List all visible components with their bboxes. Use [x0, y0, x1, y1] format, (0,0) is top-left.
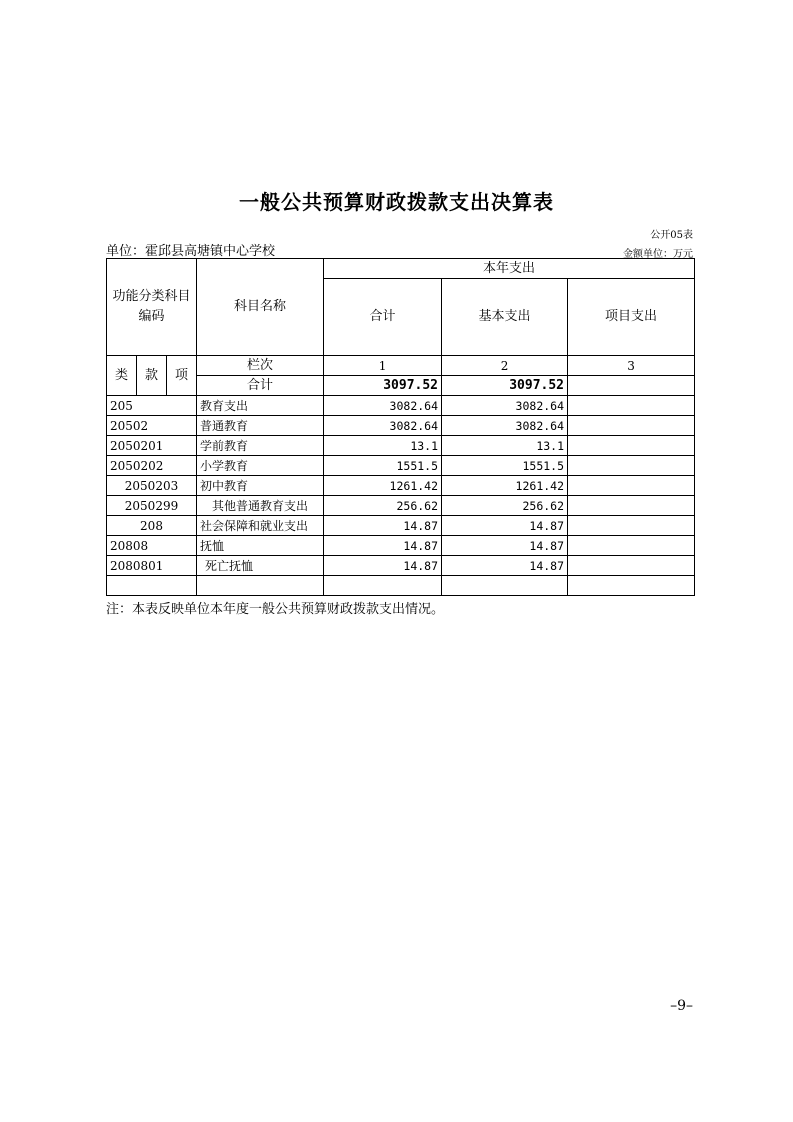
- expenditure-table: [106, 258, 695, 596]
- header-column-no: 栏次: [197, 356, 324, 376]
- row-basic: 3082.64: [442, 396, 568, 416]
- header-current-year: 本年支出: [324, 259, 695, 279]
- row-code: 2050201: [107, 436, 197, 456]
- empty-cell: [197, 576, 324, 596]
- row-project: [568, 516, 695, 536]
- page-number: –9–: [670, 998, 693, 1014]
- table-row: [107, 436, 695, 456]
- row-basic: 1551.5: [442, 456, 568, 476]
- row-code: 20502: [107, 416, 197, 436]
- row-basic: 3082.64: [442, 416, 568, 436]
- header-total: 合计: [324, 279, 442, 356]
- empty-cell: [568, 576, 695, 596]
- sum-project: [568, 376, 695, 396]
- header-col3: 3: [568, 356, 695, 376]
- row-code: 2080801: [107, 556, 197, 576]
- table-row: [107, 536, 695, 556]
- header-col1: 1: [324, 356, 442, 376]
- sum-label: 合计: [197, 376, 324, 396]
- row-name: 学前教育: [197, 436, 324, 456]
- empty-cell: [107, 576, 197, 596]
- row-project: [568, 436, 695, 456]
- row-code: 205: [107, 396, 197, 416]
- unit-label: 单位：霍邱县高塘镇中心学校: [106, 244, 276, 259]
- header-subject-name: 科目名称: [197, 259, 324, 356]
- row-total: 256.62: [324, 496, 442, 516]
- row-code: 2050299: [107, 496, 197, 516]
- form-number: 公开05表: [650, 230, 693, 241]
- row-name: 其他普通教育支出: [197, 496, 324, 516]
- row-basic: 14.87: [442, 536, 568, 556]
- row-code: 2050203: [107, 476, 197, 496]
- row-total: 14.87: [324, 556, 442, 576]
- row-basic: 1261.42: [442, 476, 568, 496]
- row-name: 死亡抚恤: [197, 556, 324, 576]
- row-project: [568, 396, 695, 416]
- table-row: [107, 396, 695, 416]
- row-name: 初中教育: [197, 476, 324, 496]
- row-name: 抚恤: [197, 536, 324, 556]
- row-total: 3082.64: [324, 396, 442, 416]
- header-col2: 2: [442, 356, 568, 376]
- row-total: 1261.42: [324, 476, 442, 496]
- empty-cell: [442, 576, 568, 596]
- table-row: [107, 456, 695, 476]
- header-func-code: 功能分类科目编码: [107, 259, 197, 356]
- row-project: [568, 496, 695, 516]
- row-basic: 14.87: [442, 516, 568, 536]
- row-code: 208: [107, 516, 197, 536]
- table-row-empty: [107, 576, 695, 596]
- header-basic: 基本支出: [442, 279, 568, 356]
- row-basic: 256.62: [442, 496, 568, 516]
- header-lei: 类: [107, 356, 137, 396]
- row-name: 普通教育: [197, 416, 324, 436]
- row-code: 2050202: [107, 456, 197, 476]
- table-row: [107, 416, 695, 436]
- row-total: 13.1: [324, 436, 442, 456]
- header-project: 项目支出: [568, 279, 695, 356]
- row-total: 1551.5: [324, 456, 442, 476]
- row-project: [568, 416, 695, 436]
- sum-basic: 3097.52: [442, 376, 568, 396]
- table-row: [107, 516, 695, 536]
- table-row: [107, 496, 695, 516]
- money-unit-label: 金额单位：万元: [623, 249, 693, 260]
- sum-total: 3097.52: [324, 376, 442, 396]
- row-project: [568, 476, 695, 496]
- row-project: [568, 536, 695, 556]
- report-title: 一般公共预算财政拨款支出决算表: [239, 190, 554, 214]
- row-name: 社会保障和就业支出: [197, 516, 324, 536]
- row-project: [568, 556, 695, 576]
- header-xiang: 项: [167, 356, 197, 396]
- table-row: [107, 556, 695, 576]
- table-note: 注：本表反映单位本年度一般公共预算财政拨款支出情况。: [106, 602, 445, 617]
- row-code: 20808: [107, 536, 197, 556]
- row-total: 14.87: [324, 536, 442, 556]
- row-total: 14.87: [324, 516, 442, 536]
- row-basic: 13.1: [442, 436, 568, 456]
- row-name: 教育支出: [197, 396, 324, 416]
- empty-cell: [324, 576, 442, 596]
- row-project: [568, 456, 695, 476]
- row-basic: 14.87: [442, 556, 568, 576]
- header-kuan: 款: [137, 356, 167, 396]
- table-row: [107, 476, 695, 496]
- row-total: 3082.64: [324, 416, 442, 436]
- row-name: 小学教育: [197, 456, 324, 476]
